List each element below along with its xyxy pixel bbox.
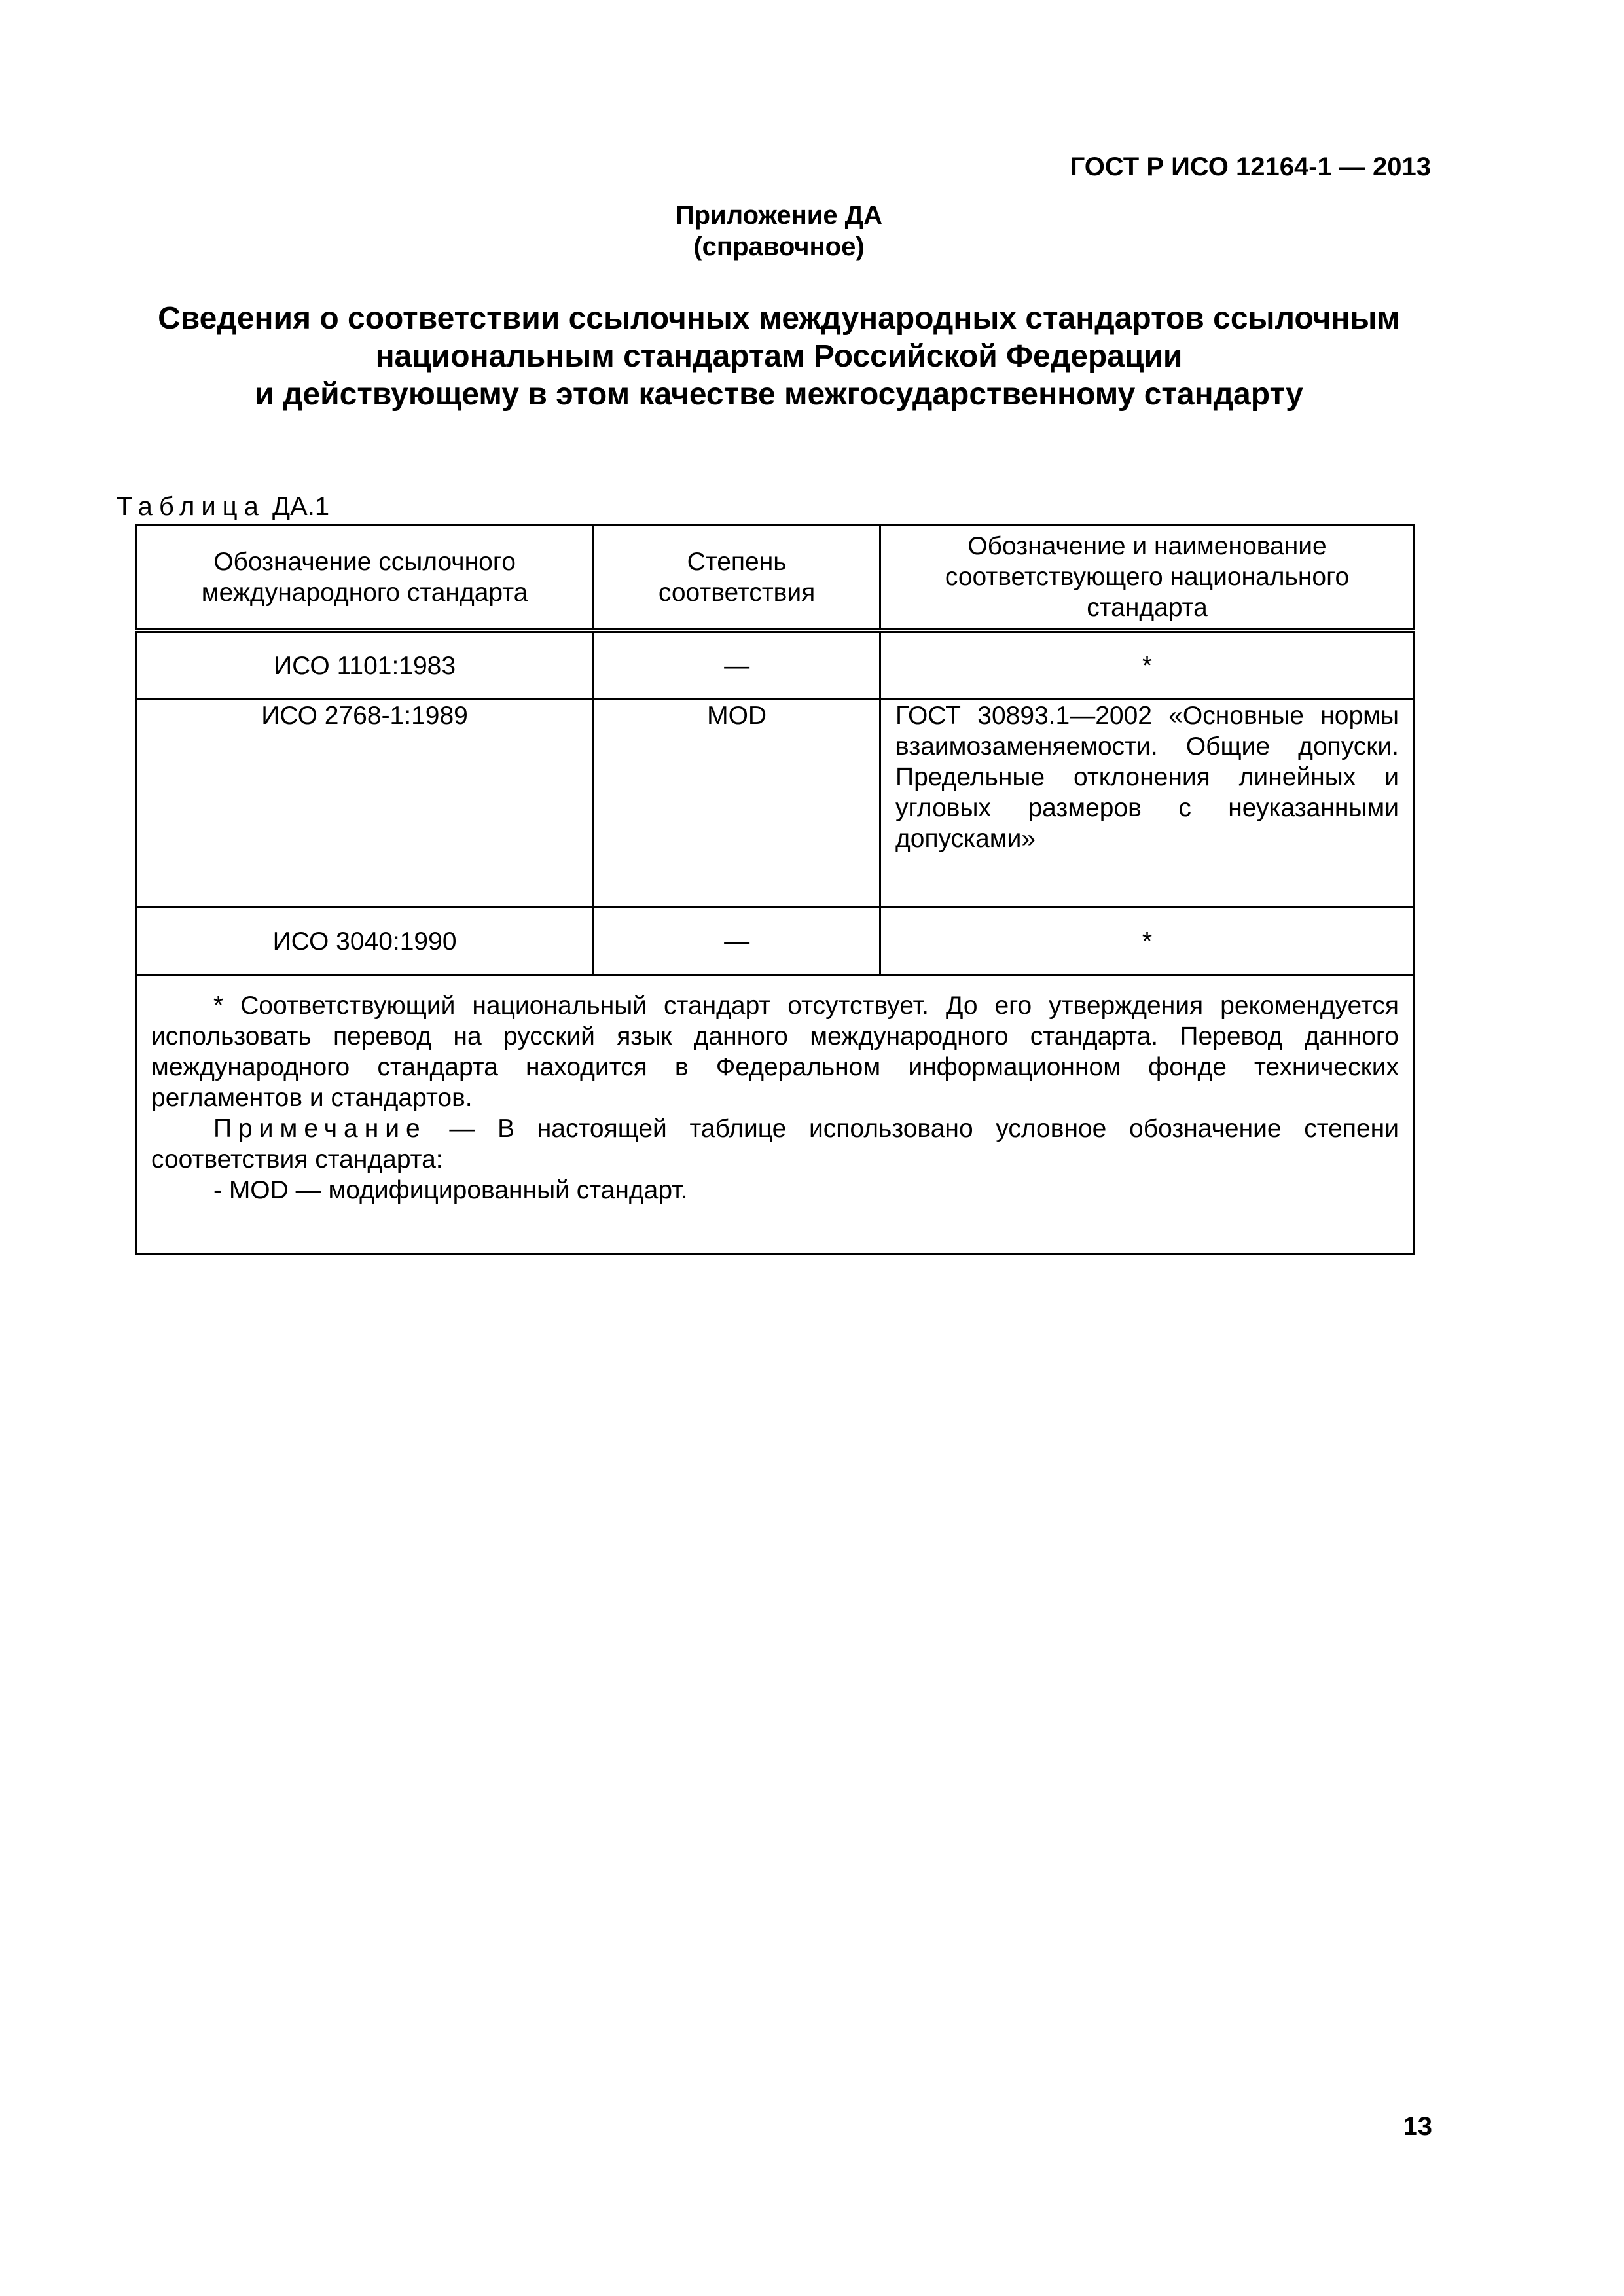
cell-national: * <box>880 908 1415 975</box>
table-row <box>136 700 1415 908</box>
cell-degree: MOD <box>594 700 880 908</box>
title-line-1: Сведения о соответствии ссылочных международных стандартов ссылочным <box>158 301 1400 336</box>
cell-reference: ИСО 3040:1990 <box>136 908 594 975</box>
title-line-2: национальным стандартам Российской Федерации <box>375 339 1183 374</box>
cell-degree: — <box>594 630 880 700</box>
table-row <box>136 908 1415 975</box>
note-item: - MOD — модифицированный стандарт. <box>213 1176 688 1204</box>
table-row <box>136 630 1415 700</box>
cell-reference: ИСО 1101:1983 <box>136 630 594 700</box>
correspondence-table <box>135 524 1415 1255</box>
table-footnote-row <box>136 975 1415 1255</box>
note-label: Примечание <box>213 1115 427 1143</box>
header-reference-standard: Обозначение ссылочного международного стандарта <box>136 526 594 631</box>
note-text: — В настоящей таблице использовано условное обозначение степени соответствия стандарта: <box>151 1115 1399 1174</box>
footnote-text: * Соответствующий национальный стандарт отсутствует. До его утверждения рекомендуется использовать перевод на русский язык данного международного стандарта. Перевод данного международного стандарта находится в Федеральном информационном фонде технических регламентов и стандартов. <box>151 992 1399 1112</box>
table-caption-number: ДА.1 <box>272 492 330 521</box>
cell-reference: ИСО 2768-1:1989 <box>136 700 594 908</box>
appendix-title: Приложение ДА <box>675 201 883 230</box>
appendix-type: (справочное) <box>693 232 865 261</box>
page-number: 13 <box>1403 2112 1432 2141</box>
header-degree: Степень соответствия <box>594 526 880 631</box>
document-code: ГОСТ Р ИСО 12164-1 — 2013 <box>1070 152 1431 181</box>
cell-national: ГОСТ 30893.1—2002 «Основные нормы взаимозаменяемости. Общие допуски. Предельные отклонения линейных и угловых размеров с неуказанными допусками» <box>880 700 1415 908</box>
table-caption-word: Таблица <box>117 492 265 521</box>
title-line-3: и действующему в этом качестве межгосударственному стандарту <box>255 377 1303 412</box>
cell-national: * <box>880 630 1415 700</box>
table-footnote-cell <box>136 975 1415 1255</box>
header-national-standard: Обозначение и наименование соответствующего национального стандарта <box>880 526 1415 631</box>
cell-degree: — <box>594 908 880 975</box>
table-caption <box>117 492 329 522</box>
page-title <box>98 300 1460 414</box>
table-header-row <box>136 526 1415 631</box>
appendix-heading <box>668 200 890 262</box>
note-paragraph <box>151 1113 1399 1175</box>
